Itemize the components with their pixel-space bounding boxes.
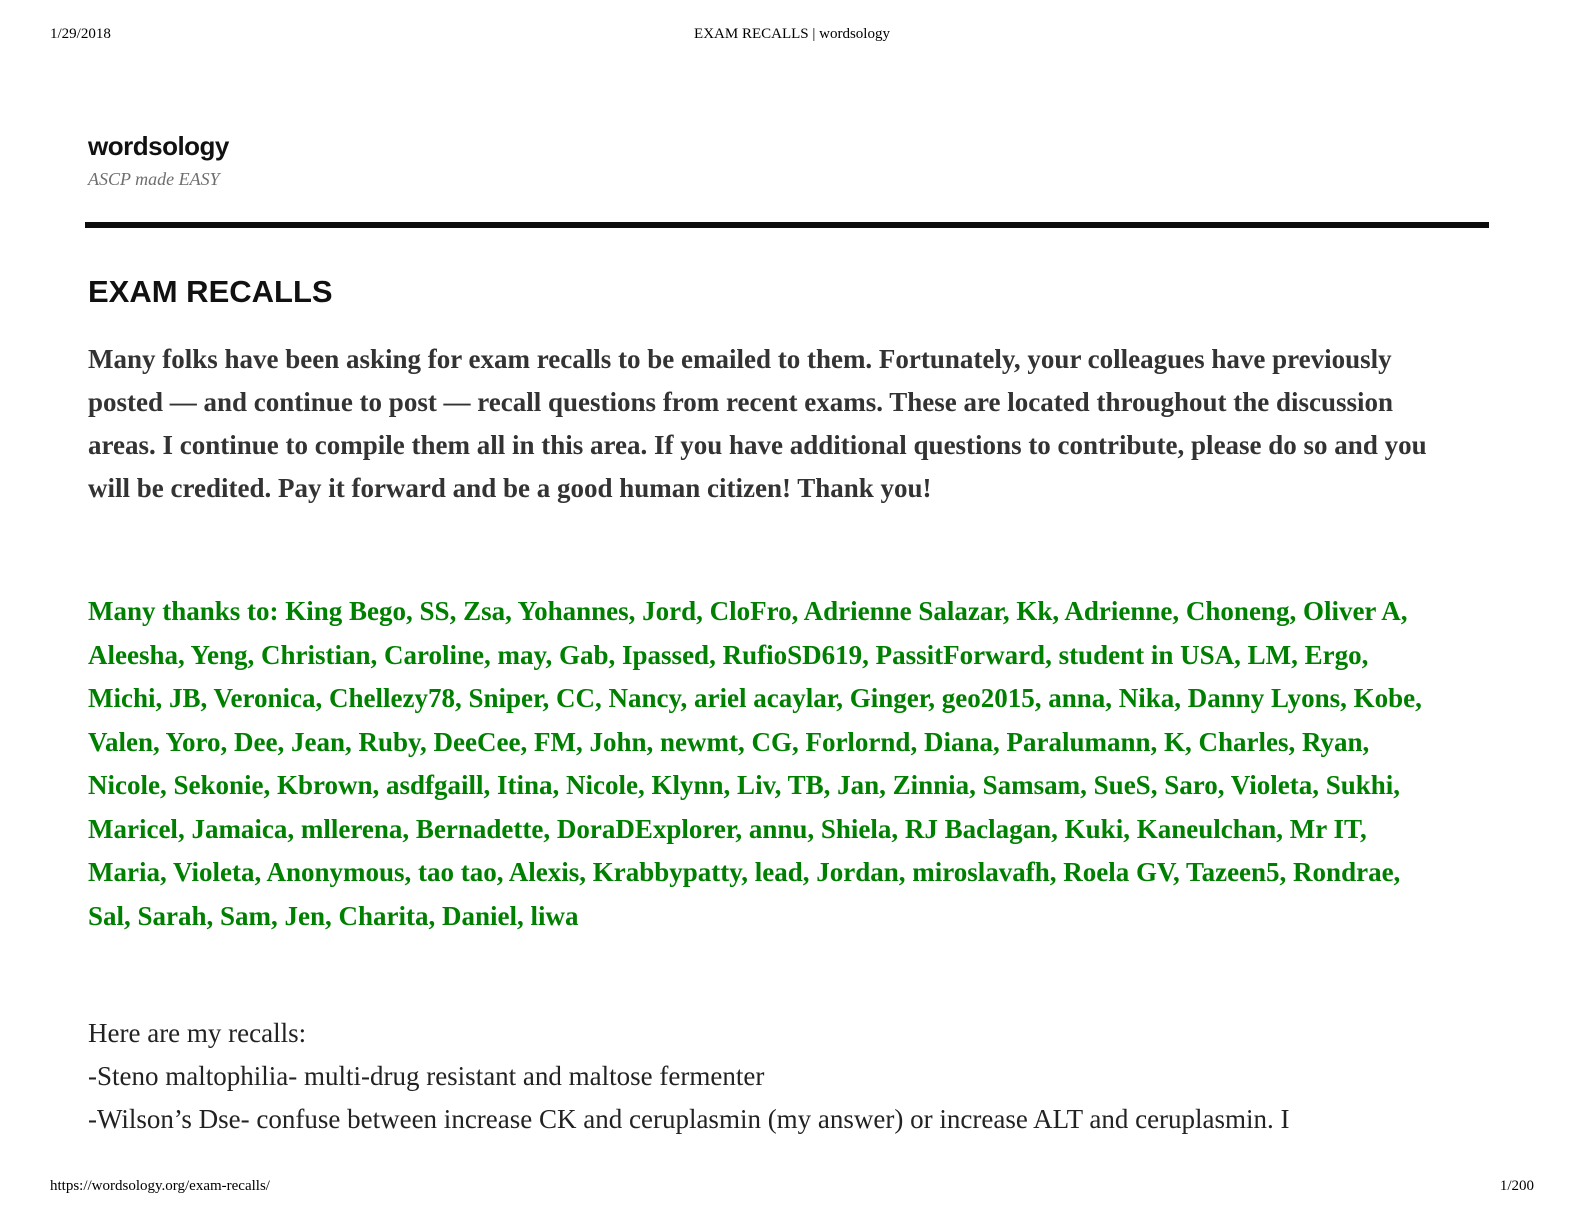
print-header <box>50 26 1534 48</box>
recall-line: -Steno maltophilia- multi-drug resistant and maltose fermenter <box>88 1061 765 1091</box>
site-header <box>88 132 229 190</box>
print-date: 1/29/2018 <box>50 26 111 42</box>
thanks-paragraph: Many thanks to: King Bego, SS, Zsa, Yohannes, Jord, CloFro, Adrienne Salazar, Kk, Adrienne, Choneng, Oliver A, Aleesha, Yeng, Christian, Caroline, may, Gab, Ipassed, RufioSD619, PassitForward, student in USA, LM, Ergo, Michi, JB, Veronica, Chellezy78, Sniper, CC, Nancy, ariel acaylar, Ginger, geo2015, anna, Nika, Danny Lyons, Kobe, Valen, Yoro, Dee, Jean, Ruby, DeeCee, FM, John, newmt, CG, Forlornd, Diana, Paralumann, K, Charles, Ryan, Nicole, Sekonie, Kbrown, asdfgaill, Itina, Nicole, Klynn, Liv, TB, Jan, Zinnia, Samsam, SueS, Saro, Violeta, Sukhi, Maricel, Jamaica, mllerena, Bernadette, DoraDExplorer, annu, Shiela, RJ Baclagan, Kuki, Kaneulchan, Mr IT, Maria, Violeta, Anonymous, tao tao, Alexis, Krabbypatty, lead, Jordan, miroslavafh, Roela GV, Tazeen5, Rondrae, Sal, Sarah, Sam, Jen, Charita, Daniel, liwa <box>88 596 1422 931</box>
intro-paragraph: Many folks have been asking for exam recalls to be emailed to them. Fortunately, your colleagues have previously posted — and continue to post — recall questions from recent exams. These are located throughout the discussion areas. I continue to compile them all in this area. If you have additional questions to contribute, please do so and you will be credited. Pay it forward and be a good human citizen! Thank you! <box>88 344 1427 503</box>
header-divider <box>85 222 1489 228</box>
recalls-intro-line: Here are my recalls: <box>88 1018 307 1048</box>
recalls-block <box>88 1012 1488 1141</box>
article-heading: EXAM RECALLS <box>88 274 333 309</box>
site-name: wordsology <box>88 131 229 161</box>
site-tagline: ASCP made EASY <box>88 168 220 189</box>
recall-line: -Wilson’s Dse- confuse between increase CK and ceruplasmin (my answer) or increase ALT and ceruplasmin. I <box>88 1104 1290 1134</box>
footer-page-number: 1/200 <box>1499 1178 1534 1194</box>
print-title: EXAM RECALLS | wordsology <box>694 26 890 42</box>
footer-url: https://wordsology.org/exam-recalls/ <box>50 1178 270 1194</box>
